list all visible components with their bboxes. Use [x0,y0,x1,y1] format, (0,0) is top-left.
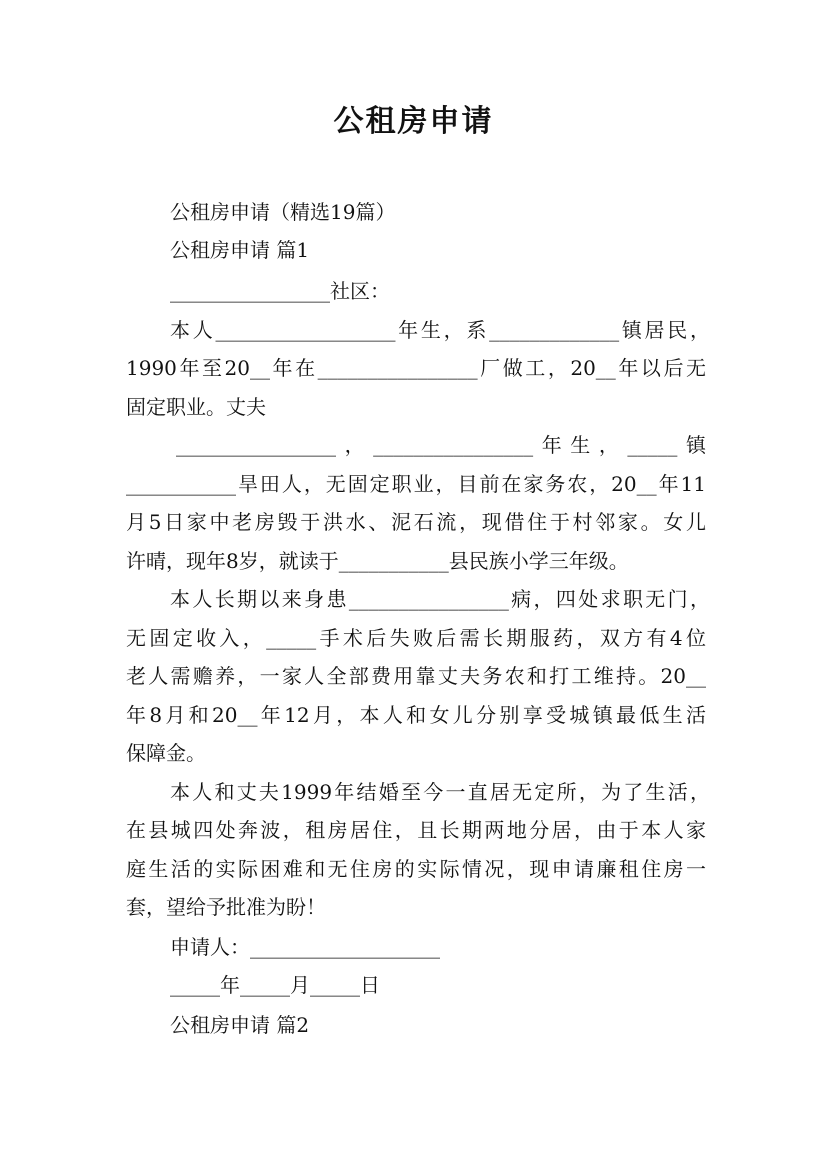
body-line: 老人需赡养，一家人全部费用靠丈夫务农和打工维持。20__ [126,664,706,688]
subtitle-line: 公租房申请（精选19篇） [170,200,396,224]
body-line: 本人__________________年生，系_____________镇居民， [170,318,710,342]
body-line: ________________，________________年生，_____镇 [176,433,706,457]
body-line: 本人和丈夫1999年结婚至今一直居无定所，为了生活， [170,780,710,804]
body-line: ___________旱田人，无固定职业，目前在家务农，20__年11 [126,472,706,496]
body-line: 在县城四处奔波，租房居住，且长期两地分居，由于本人家 [126,818,706,842]
applicant-signature-line: 申请人：___________________ [170,935,440,959]
body-line: 许晴，现年8岁，就读于___________县民族小学三年级。 [126,549,629,573]
body-line: 保障金。 [126,741,206,765]
date-line: _____年_____月_____日 [170,973,380,997]
body-line: 年8月和20__年12月，本人和女儿分别享受城镇最低生活 [126,703,706,727]
address-line: ________________社区： [170,279,390,303]
body-line: 1990年至20__年在________________厂做工，20__年以后无 [126,356,706,380]
document-title: 公租房申请 [333,104,494,139]
body-line: 庭生活的实际困难和无住房的实际情况，现申请廉租住房一 [126,857,706,881]
body-line: 套，望给予批准为盼！ [126,895,326,919]
body-line: 无固定收入，_____手术后失败后需长期服药，双方有4位 [126,626,706,650]
section-heading: 公租房申请 篇1 [170,238,310,262]
section-heading: 公租房申请 篇2 [170,1013,310,1037]
body-line: 月5日家中老房毁于洪水、泥石流，现借住于村邻家。女儿 [126,510,706,534]
body-line: 固定职业。丈夫 [126,395,266,419]
body-line: 本人长期以来身患________________病，四处求职无门， [170,587,710,611]
